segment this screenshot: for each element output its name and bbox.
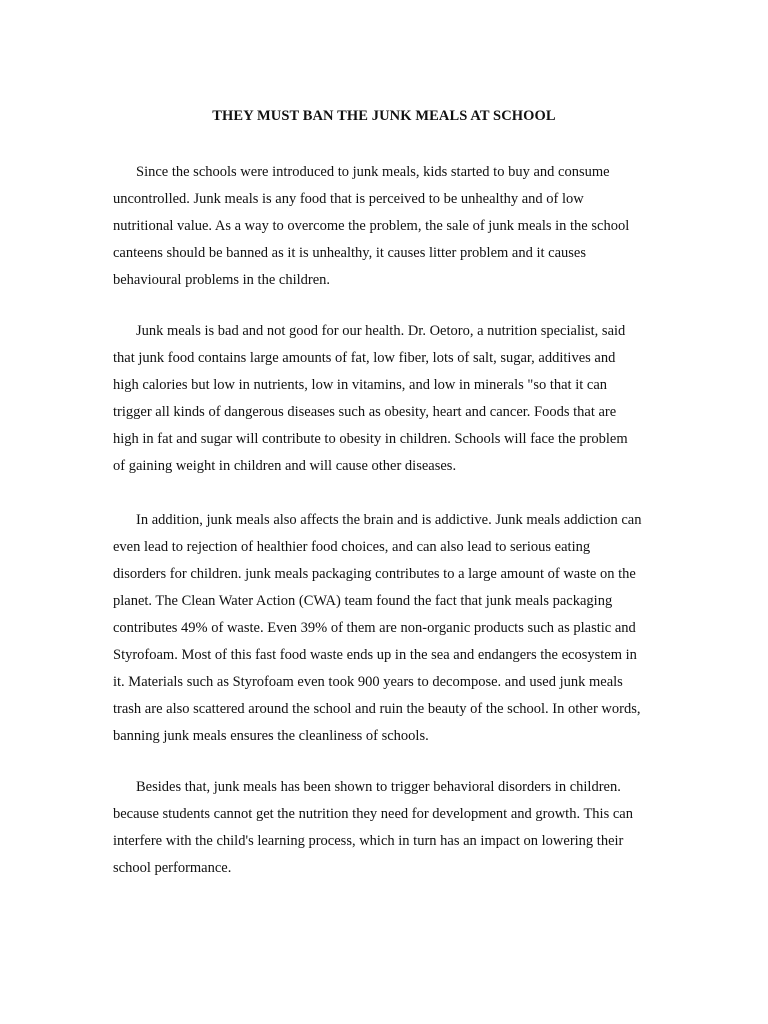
paragraph-health: Junk meals is bad and not good for our health. Dr. Oetoro, a nutrition specialist, said that junk food contains large amounts of fat, low fiber, lots of salt, sugar, additives and high calories but low in nutrients, low in vitamins, and low in minerals "so that it can trigger all kinds of dangerous diseases such as obesity, heart and cancer. Foods that are high in fat and sugar will contribute to obesity in children. Schools will face the problem of gaining weight in children and will cause other diseases. xyxy=(113,323,628,474)
paragraph-behavior: Besides that, junk meals has been shown to trigger behavioral disorders in children. because students cannot get the nutrition they need for development and growth. This can interfere with the child's learning process, which in turn has an impact on lowering their school performance. xyxy=(113,779,633,876)
paragraph-introduction: Since the schools were introduced to junk meals, kids started to buy and consume uncontrolled. Junk meals is any food that is perceived to be unhealthy and of low nutritional value. As a way to overcome the problem, the sale of junk meals in the school canteens should be banned as it is unhealthy, it causes litter problem and it causes behavioural problems in the children. xyxy=(113,164,630,288)
paragraph-addiction-waste: In addition, junk meals also affects the brain and is addictive. Junk meals addiction can even lead to rejection of healthier food choices, and can also lead to serious eating disorders for children. junk meals packaging contributes to a large amount of waste on the planet. The Clean Water Action (CWA) team found the fact that junk meals packaging contributes 49% of waste. Even 39% of them are non-organic products such as plastic and Styrofoam. Most of this fast food waste ends up in the sea and endangers the ecosystem in it. Materials such as Styrofoam even took 900 years to decompose. and used junk meals trash are also scattered around the school and ruin the beauty of the school. In other words, banning junk meals ensures the cleanliness of schools. xyxy=(113,512,642,744)
document-title: THEY MUST BAN THE JUNK MEALS AT SCHOOL xyxy=(212,108,556,124)
